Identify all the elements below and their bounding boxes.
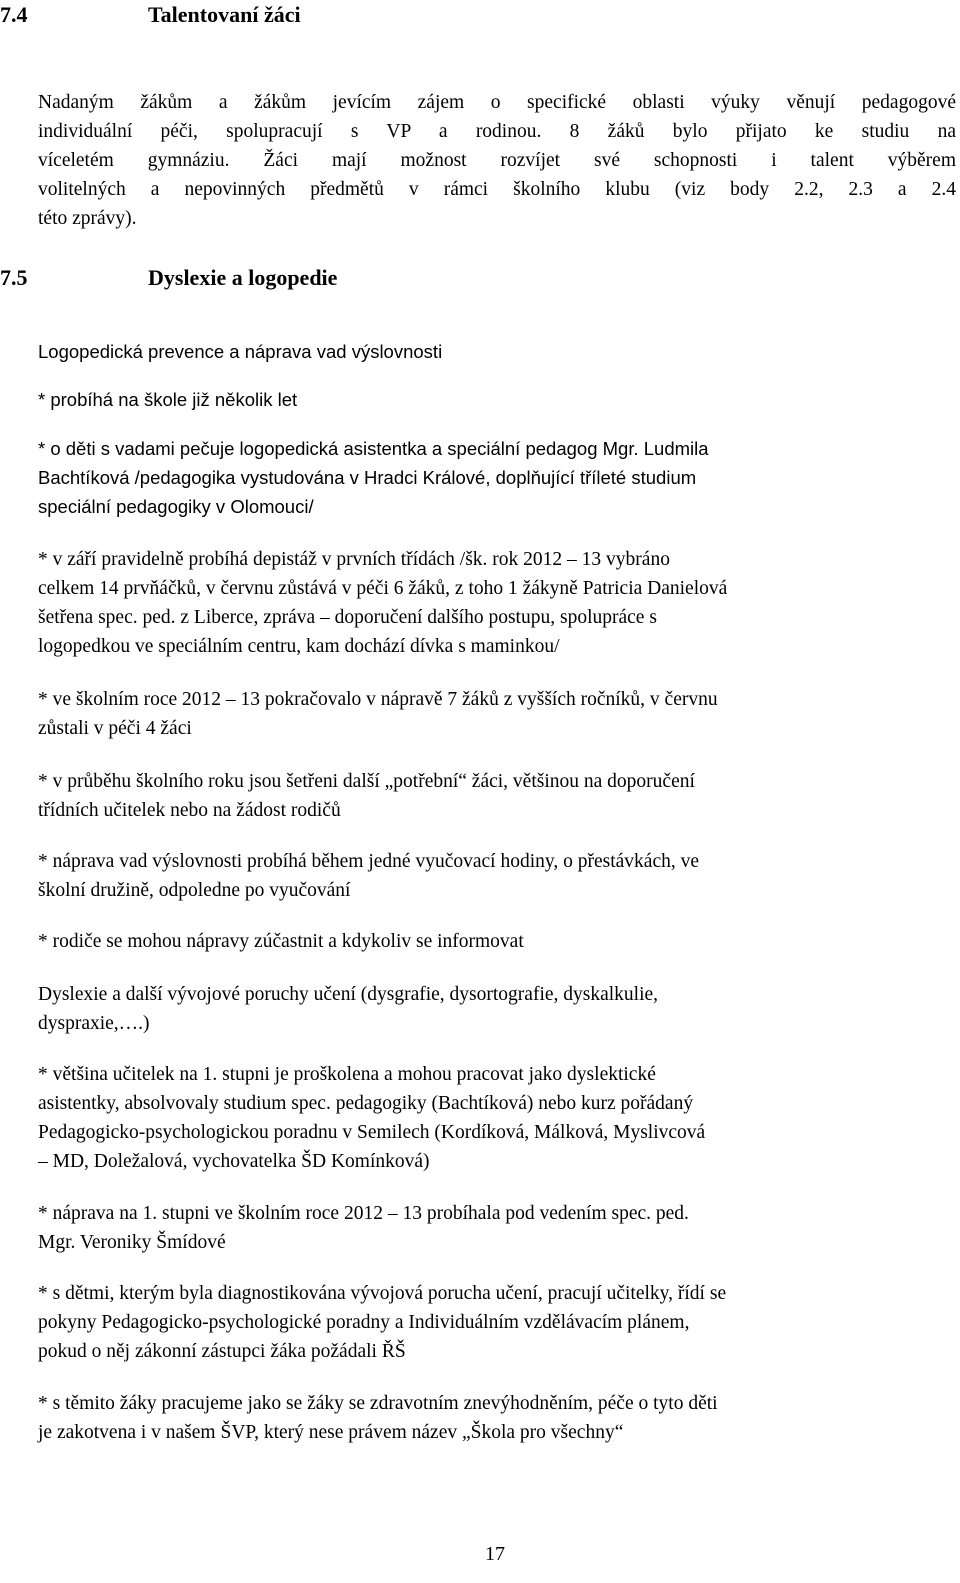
paragraph-line: pokyny Pedagogicko-psychologické poradny a Individuálním vzdělávacím plánem, <box>38 1312 690 1333</box>
paragraph-line: této zprávy). <box>38 208 137 229</box>
paragraph-line: * v průběhu školního roku jsou šetřeni další „potřební“ žáci, většinou na doporučení <box>38 771 695 792</box>
paragraph-line: – MD, Doležalová, vychovatelka ŠD Komínková) <box>38 1151 430 1172</box>
logopedie-item-7 <box>38 927 956 956</box>
paragraph-line: pokud o něj zákonní zástupci žáka požádali ŘŠ <box>38 1341 406 1362</box>
paragraph-line: logopedkou ve speciálním centru, kam dochází dívka s maminkou/ <box>38 636 560 657</box>
paragraph-line: celkem 14 prvňáčků, v červnu zůstává v péči 6 žáků, z toho 1 žákyně Patricia Danielová <box>38 578 728 599</box>
logopedie-heading <box>38 337 956 366</box>
paragraph-line: speciální pedagogiky v Olomouci/ <box>38 496 314 517</box>
paragraph-line: třídních učitelek nebo na žádost rodičů <box>38 800 341 821</box>
dyslexie-heading <box>38 980 956 1038</box>
paragraph-line: Bachtíková /pedagogika vystudována v Hradci Králové, doplňující tříleté studium <box>38 467 697 488</box>
dyslexie-item-4 <box>38 1389 956 1447</box>
paragraph-line: * v září pravidelně probíhá depistáž v prvních třídách /šk. rok 2012 – 13 vybráno <box>38 549 670 570</box>
paragraph-line: * ve školním roce 2012 – 13 pokračovalo v nápravě 7 žáků z vyšších ročníků, v červnu <box>38 689 718 710</box>
paragraph-line: * probíhá na škole již několik let <box>38 389 298 410</box>
logopedie-item-1 <box>38 385 956 414</box>
paragraph-line: víceletém gymnáziu. Žáci mají možnost rozvíjet své schopnosti i talent výběrem <box>38 150 956 171</box>
section-title: Dyslexie a logopedie <box>148 265 338 290</box>
section-number: 7.5 <box>0 265 28 290</box>
paragraph-line: Pedagogicko-psychologickou poradnu v Semilech (Kordíková, Málková, Myslivcová <box>38 1122 706 1143</box>
dyslexie-item-3 <box>38 1279 956 1366</box>
paragraph-line: dyspraxie,….) <box>38 1013 150 1034</box>
paragraph-line: školní družině, odpoledne po vyučování <box>38 880 351 901</box>
section-heading-7-5 <box>0 265 337 291</box>
logopedie-item-6 <box>38 847 956 905</box>
paragraph-line: * náprava vad výslovnosti probíhá během jedné vyučovací hodiny, o přestávkách, ve <box>38 851 700 872</box>
dyslexie-item-1 <box>38 1060 956 1176</box>
paragraph-line: * náprava na 1. stupni ve školním roce 2012 – 13 probíhala pod vedením spec. ped. <box>38 1203 689 1224</box>
paragraph-line: * o děti s vadami pečuje logopedická asistentka a speciální pedagog Mgr. Ludmila <box>38 438 709 459</box>
paragraph-line: individuální péči, spolupracují s VP a rodinou. 8 žáků bylo přijato ke studiu na <box>38 121 956 142</box>
logopedie-item-2 <box>38 434 956 521</box>
paragraph-line: je zakotvena i v našem ŠVP, který nese právem název „Škola pro všechny“ <box>38 1422 624 1443</box>
talent-paragraph <box>38 88 956 233</box>
paragraph-line: * většina učitelek na 1. stupni je proškolena a mohou pracovat jako dyslektické <box>38 1064 656 1085</box>
section-number: 7.4 <box>0 2 28 27</box>
paragraph-line: Mgr. Veroniky Šmídové <box>38 1232 226 1253</box>
section-title: Talentovaní žáci <box>148 2 301 27</box>
page-number: 17 <box>485 1543 505 1565</box>
paragraph-line: Logopedická prevence a náprava vad výslovnosti <box>38 341 443 362</box>
logopedie-item-4 <box>38 685 956 743</box>
logopedie-item-3 <box>38 545 956 661</box>
paragraph-line: * s dětmi, kterým byla diagnostikována vývojová porucha učení, pracují učitelky, řídí se <box>38 1283 727 1304</box>
paragraph-line: zůstali v péči 4 žáci <box>38 718 192 739</box>
paragraph-line: * rodiče se mohou nápravy zúčastnit a kdykoliv se informovat <box>38 931 524 952</box>
paragraph-line: šetřena spec. ped. z Liberce, zpráva – doporučení dalšího postupu, spolupráce s <box>38 607 657 628</box>
paragraph-line: Dyslexie a další vývojové poruchy učení (dysgrafie, dysortografie, dyskalkulie, <box>38 984 659 1005</box>
logopedie-item-5 <box>38 767 956 825</box>
paragraph-line: Nadaným žákům a žákům jevícím zájem o specifické oblasti výuky věnují pedagogové <box>38 92 956 113</box>
paragraph-line: asistentky, absolvovaly studium spec. pedagogiky (Bachtíková) nebo kurz pořádaný <box>38 1093 694 1114</box>
paragraph-line: volitelných a nepovinných předmětů v rámci školního klubu (viz body 2.2, 2.3 a 2.4 <box>38 179 956 200</box>
dyslexie-item-2 <box>38 1199 956 1257</box>
paragraph-line: * s těmito žáky pracujeme jako se žáky se zdravotním znevýhodněním, péče o tyto děti <box>38 1393 718 1414</box>
section-heading-7-4 <box>0 2 301 28</box>
